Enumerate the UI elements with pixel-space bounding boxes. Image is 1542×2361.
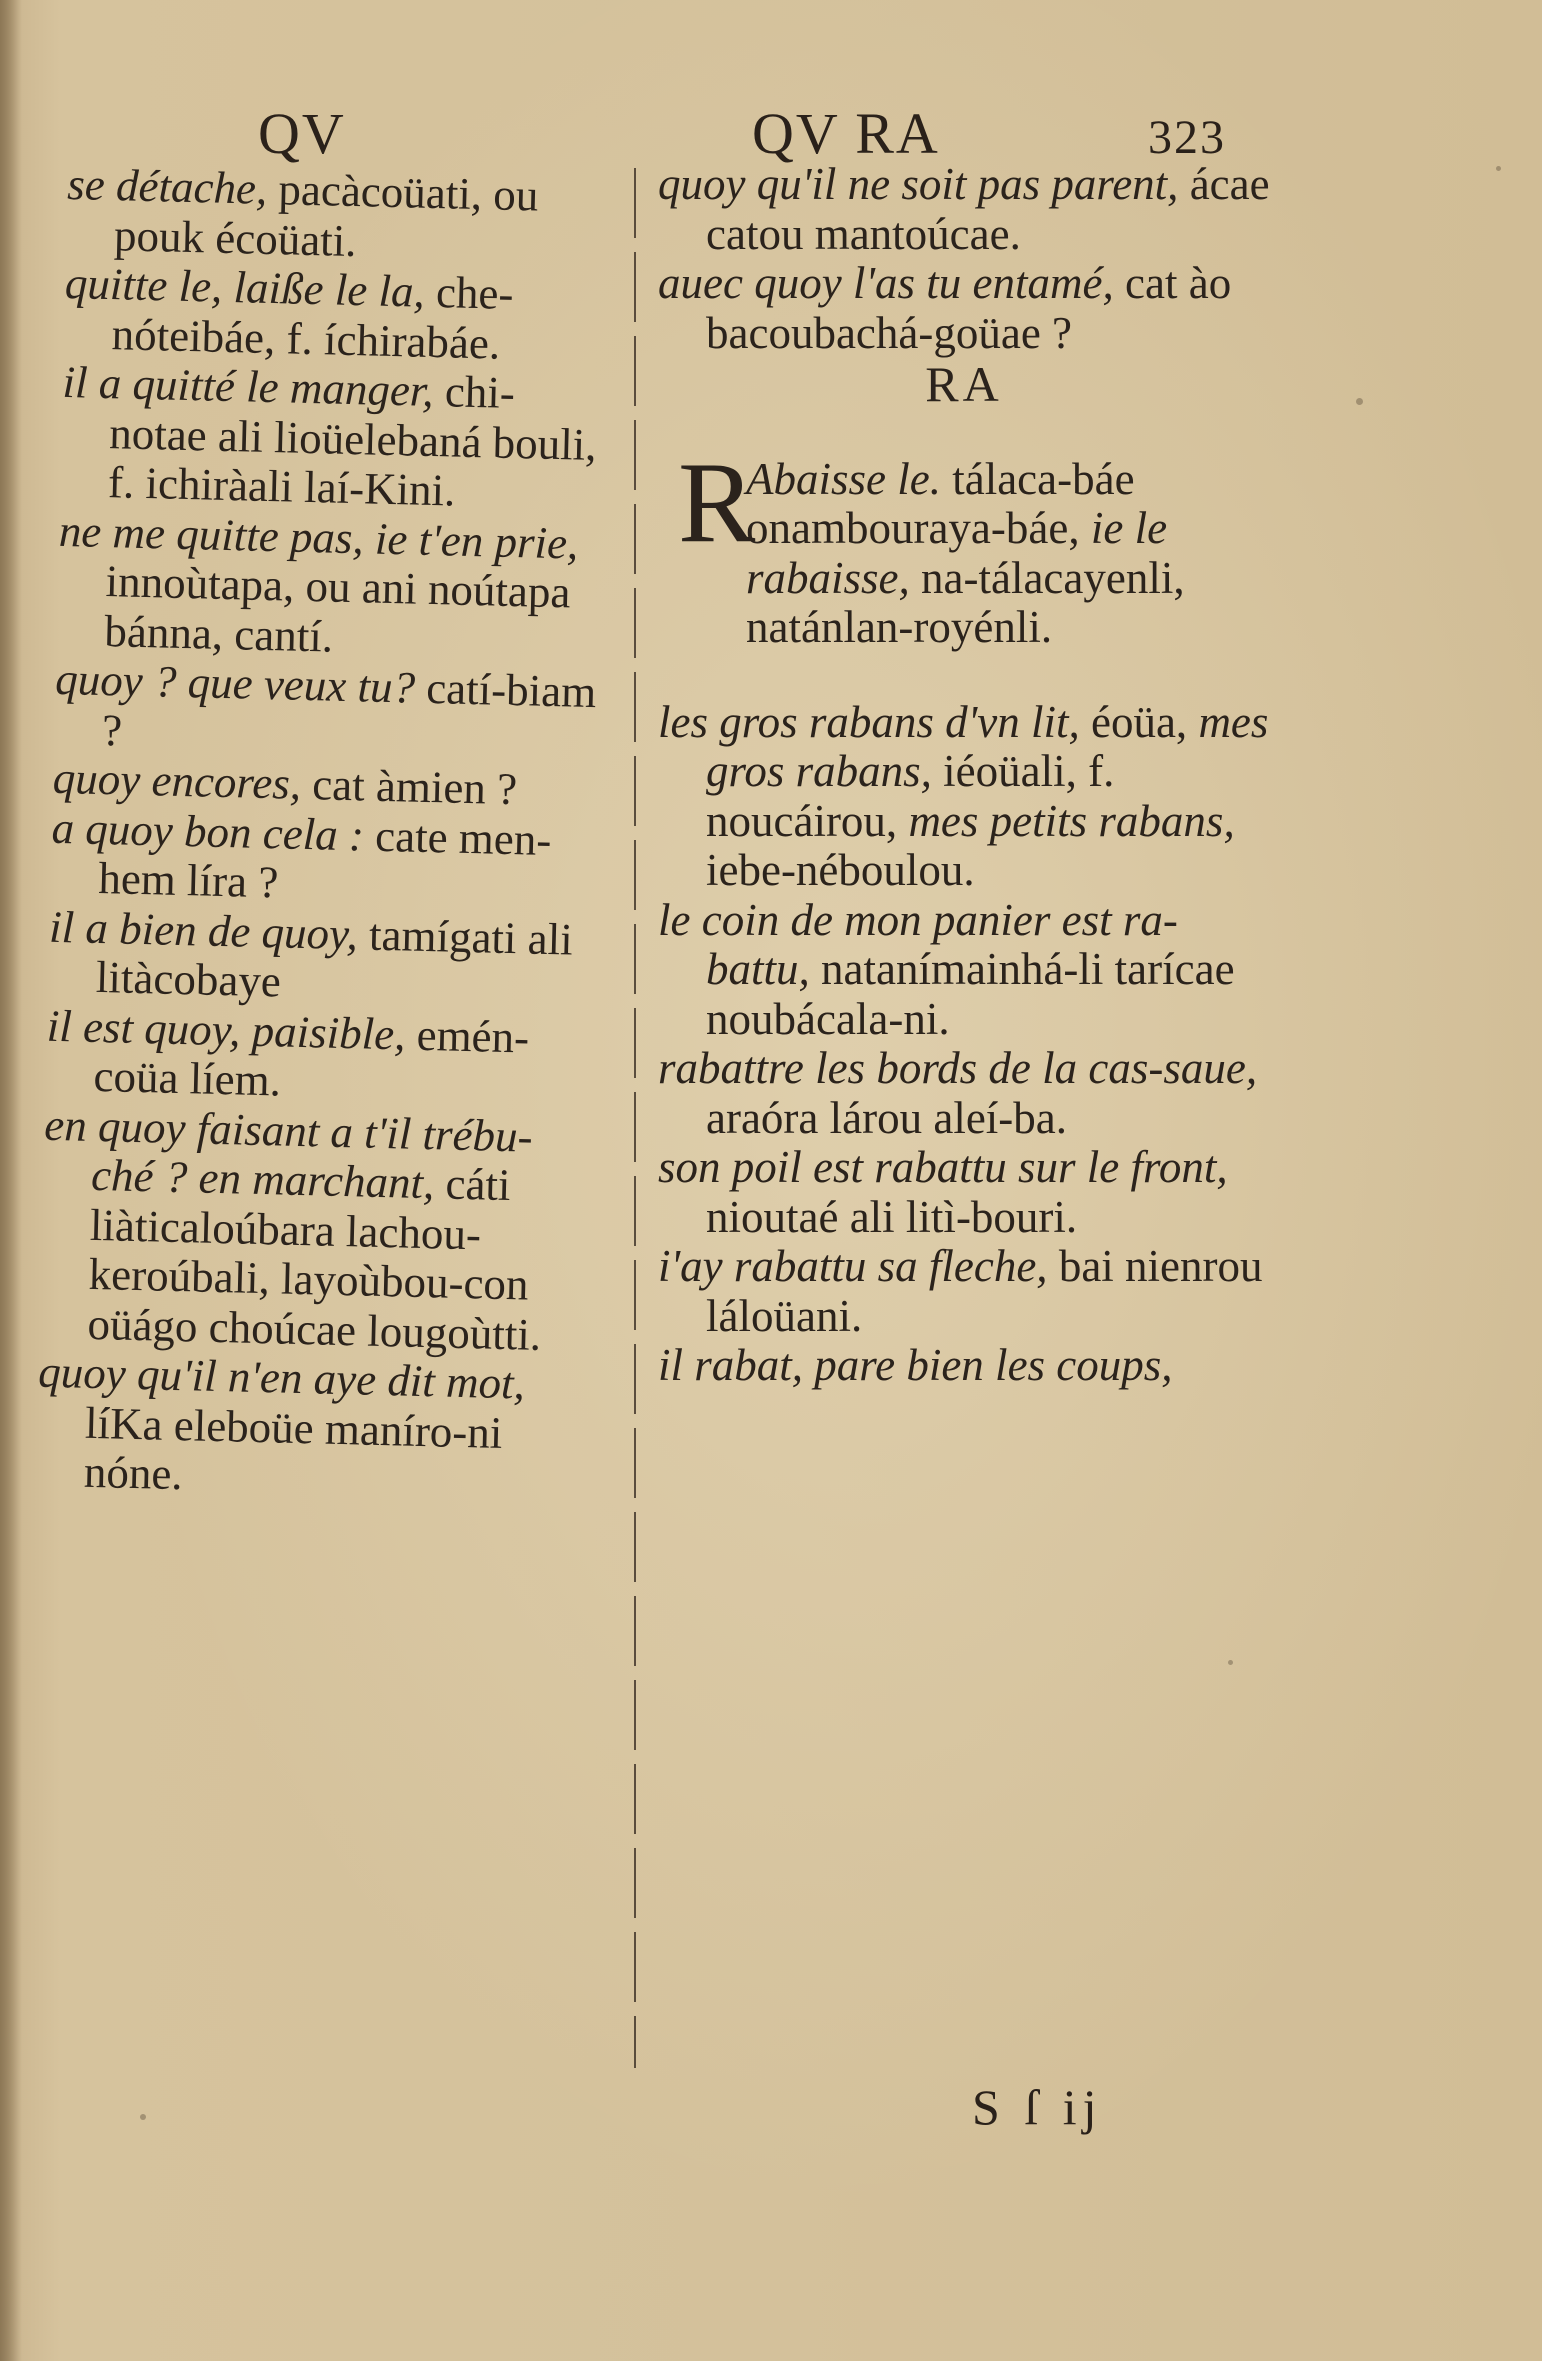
paper-speck bbox=[1356, 398, 1363, 405]
running-head-center: QV RA bbox=[752, 101, 940, 166]
french-term: le coin de mon panier est ra-battu, bbox=[658, 894, 1178, 994]
dictionary-entry bbox=[658, 1143, 1270, 1242]
paper-speck bbox=[1496, 166, 1501, 171]
dictionary-entry bbox=[53, 655, 603, 767]
carib-translation: chi-notae ali lioüelebaná bouli, f. ichiràali laí-Kini. bbox=[107, 366, 598, 516]
french-term: i'ay rabattu sa fleche, bbox=[658, 1241, 1059, 1291]
dictionary-entry bbox=[56, 506, 607, 668]
carib-translation: iebe-néboulou. bbox=[706, 845, 975, 895]
french-term: auec quoy l'as tu entamé, bbox=[658, 258, 1126, 308]
carib-translation: natanímainhá-li tarícae noubácala-ni. bbox=[706, 944, 1235, 1044]
french-term: ne me quitte pas, ie t'en prie, bbox=[58, 505, 579, 569]
dictionary-entry bbox=[658, 259, 1270, 358]
dictionary-entry bbox=[35, 1348, 586, 1510]
carib-translation: éoüa, bbox=[1090, 696, 1199, 747]
carib-translation: nioutaé ali litì-bouri. bbox=[706, 1191, 1078, 1242]
carib-translation: cat àmien ? bbox=[311, 759, 518, 815]
french-term: son poil est rabattu sur le front, bbox=[658, 1142, 1228, 1192]
section-title: RA bbox=[925, 356, 1003, 412]
dictionary-entry bbox=[658, 160, 1270, 259]
carib-translation: bai nienrou láloüani. bbox=[706, 1241, 1263, 1341]
carib-translation: araóra lárou aleí-ba. bbox=[706, 1092, 1068, 1143]
french-term: quoy ? que veux tu? bbox=[54, 653, 427, 713]
carib-translation: cate men-hem líra ? bbox=[97, 810, 552, 908]
gutter-shadow bbox=[0, 0, 22, 2361]
drop-cap: R bbox=[678, 438, 756, 567]
signature-mark: S ſ ij bbox=[972, 2079, 1103, 2135]
dictionary-entry bbox=[63, 259, 613, 371]
dictionary-entry bbox=[658, 896, 1270, 1045]
carib-translation: tálaca-báe onambouraya-báe, bbox=[746, 453, 1135, 553]
french-term: en quoy faisant a t'il trébu-ché ? en marchant, bbox=[43, 1099, 534, 1209]
french-term: il est quoy, paisible, bbox=[46, 1000, 418, 1060]
dictionary-entry bbox=[658, 1044, 1270, 1143]
french-term: a quoy bon cela : bbox=[51, 802, 376, 861]
french-term: quoy encores, bbox=[52, 752, 313, 810]
french-term: il a quitté le manger, bbox=[61, 356, 446, 417]
french-term: ie le rabaisse, bbox=[746, 503, 1168, 603]
running-head-left: QV bbox=[258, 101, 346, 166]
carib-translation: iéoüali, f. noucáirou, bbox=[706, 746, 1115, 846]
dictionary-entry bbox=[658, 1341, 1270, 1391]
carib-translation: líKa eleboüe maníro-ni nóne. bbox=[83, 1397, 504, 1500]
french-term: il rabat, pare bien les coups, bbox=[658, 1340, 1173, 1390]
carib-translation: emén-coüa líem. bbox=[93, 1009, 530, 1106]
carib-translation: innoùtapa, ou ani noútapa bánna, cantí. bbox=[103, 556, 572, 662]
dictionary-entry bbox=[658, 1242, 1270, 1341]
column-divider bbox=[634, 168, 636, 2068]
carib-translation: cat ào bacoubachá-goüae ? bbox=[706, 258, 1232, 358]
dictionary-entry bbox=[50, 803, 600, 915]
page-number: 323 bbox=[1148, 111, 1226, 164]
french-term: rabattre les bords de la cas-saue, bbox=[658, 1043, 1258, 1093]
carib-translation: catí-biam ? bbox=[101, 662, 597, 755]
carib-translation: na-tálacayenli, natánlan-royénli. bbox=[746, 552, 1185, 652]
french-term: mes petits rabans, bbox=[908, 795, 1235, 846]
french-term: quitte le, laiße le la, bbox=[64, 257, 437, 318]
dictionary-entry bbox=[45, 1001, 595, 1113]
dictionary-entry bbox=[39, 1100, 593, 1361]
french-term: les gros rabans d'vn lit, bbox=[658, 696, 1091, 747]
dictionary-entry bbox=[658, 438, 1270, 653]
dictionary-entry bbox=[47, 902, 597, 1014]
carib-translation: cáti liàticaloúbara lachou-keroúbali, layoùbou-con oüágo choúcae lougoùtti. bbox=[86, 1158, 542, 1360]
french-term: mes gros rabans, bbox=[706, 696, 1269, 796]
left-column bbox=[35, 160, 615, 1509]
french-term: quoy qu'il ne soit pas parent, bbox=[658, 159, 1190, 209]
carib-translation: tamígati ali litàcobaye bbox=[95, 909, 574, 1007]
paper-speck bbox=[140, 2114, 146, 2120]
paper-speck bbox=[1228, 1660, 1233, 1665]
french-term: Abaisse le. bbox=[746, 453, 953, 504]
carib-translation: ácae catou mantoúcae. bbox=[706, 159, 1270, 259]
french-term: il a bien de quoy, bbox=[48, 901, 370, 960]
french-term: se détache, bbox=[66, 159, 280, 215]
dictionary-entry bbox=[60, 358, 611, 520]
dictionary-entry bbox=[66, 160, 616, 272]
carib-translation: pacàcoüati, ou pouk écoüati. bbox=[113, 164, 539, 266]
dictionary-entry bbox=[658, 698, 1270, 896]
carib-translation: che-nóteibáe, f. íchirabáe. bbox=[111, 267, 515, 369]
french-term: quoy qu'il n'en aye dit mot, bbox=[37, 1346, 526, 1409]
right-column bbox=[658, 160, 1270, 1391]
